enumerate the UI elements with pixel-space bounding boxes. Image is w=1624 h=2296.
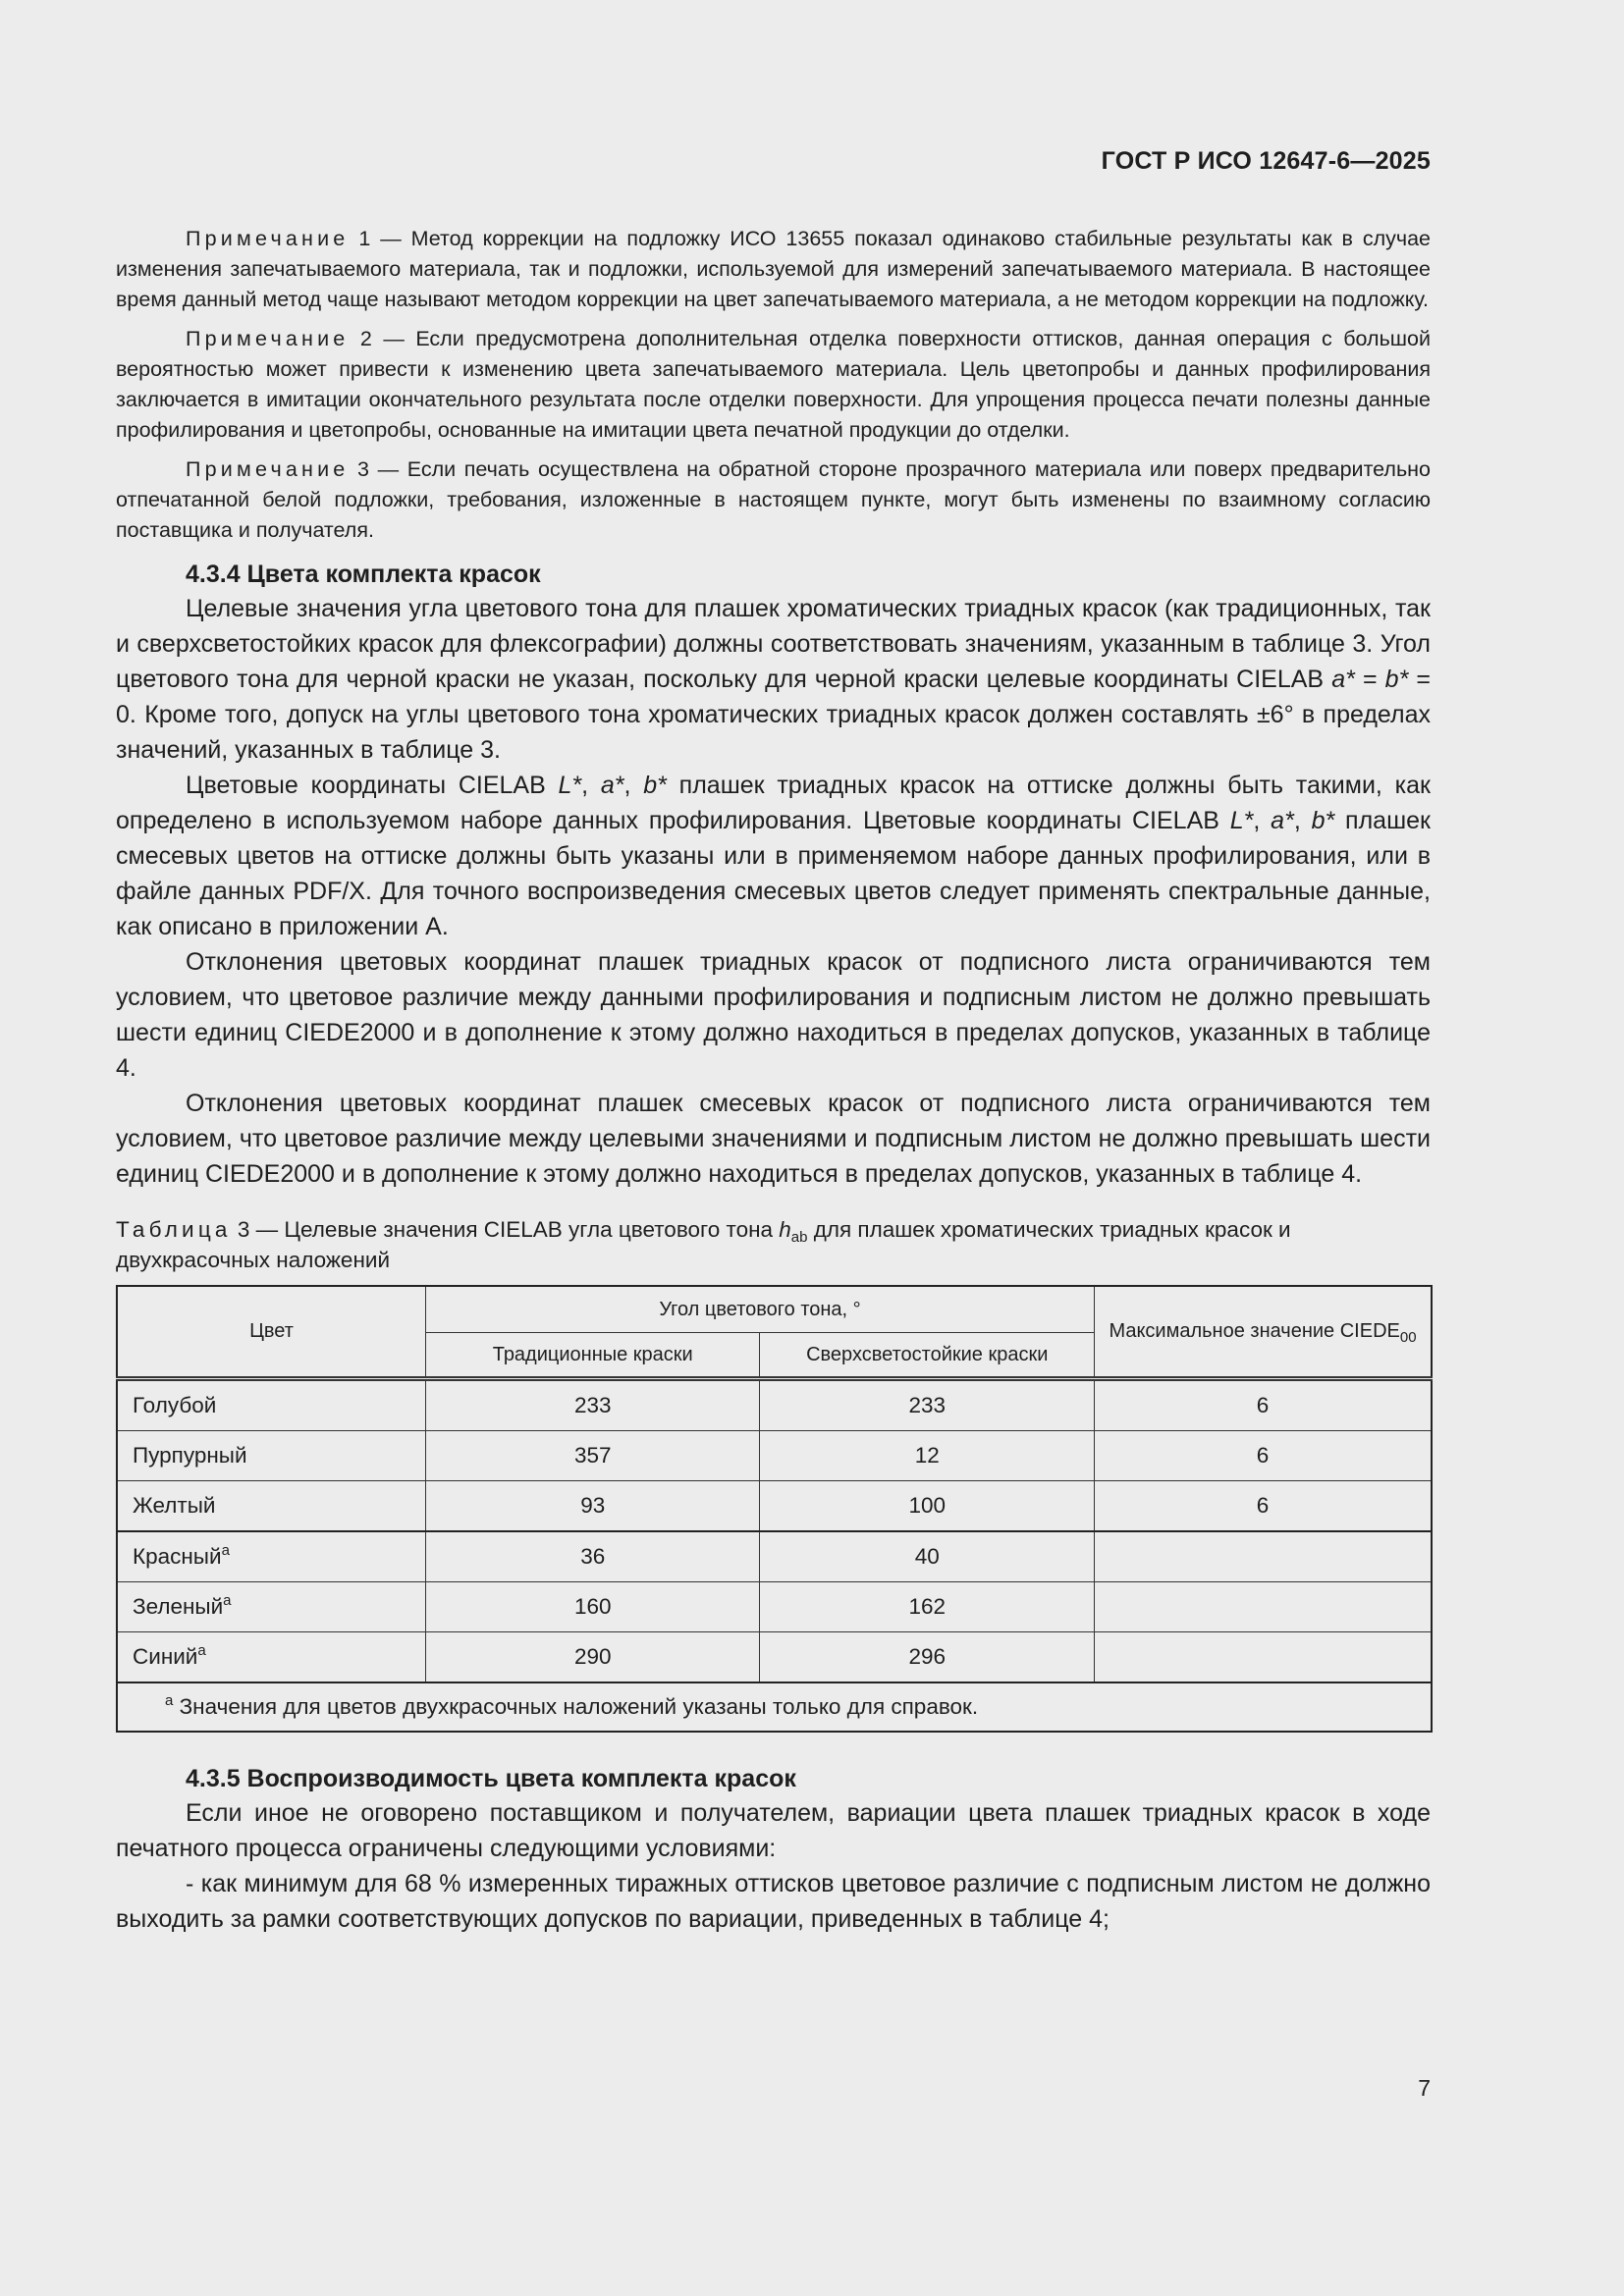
paragraph-process-deviation: Отклонения цветовых координат плашек триадных красок от подписного листа ограничиваются тем условием, что цветовое различие между данными профилирования и подписным листом не должно превышать шести единиц CIEDE2000 и в дополнение к этому должно находиться в пределах допусков, указанных в таблице 4. bbox=[116, 948, 1431, 1082]
note-label: Примечание bbox=[186, 457, 350, 481]
var-b: b* bbox=[643, 772, 667, 799]
footnote-mark: а bbox=[223, 1592, 232, 1609]
footnote-mark: а bbox=[221, 1542, 230, 1559]
page-number: 7 bbox=[1418, 2075, 1431, 2101]
note-text: 3 — Если печать осуществлена на обратной стороне прозрачного материала или поверх предварительно отпечатанной белой подложки, требования, изложенные в настоящем пункте, могут быть изменены по взаимному согласию поставщика и получателя. bbox=[116, 457, 1431, 542]
section-heading-4-3-4: 4.3.4 Цвета комплекта красок bbox=[186, 561, 541, 588]
table-row bbox=[117, 1632, 1432, 1683]
cell-traditional: 357 bbox=[426, 1431, 760, 1481]
cell-super: 40 bbox=[760, 1531, 1095, 1582]
text-run: , bbox=[1293, 807, 1312, 834]
var-a: a* bbox=[1271, 807, 1294, 834]
text-run: Максимальное значение CIEDE bbox=[1109, 1320, 1400, 1342]
cell-traditional: 233 bbox=[426, 1379, 760, 1431]
var-h: h bbox=[779, 1217, 791, 1242]
paragraph-hue-targets bbox=[116, 591, 1431, 768]
note-2 bbox=[116, 324, 1431, 446]
header-color: Цвет bbox=[117, 1286, 426, 1379]
cell-color-name bbox=[117, 1431, 426, 1481]
text-run: = bbox=[1354, 666, 1385, 693]
table-row bbox=[117, 1379, 1432, 1431]
text-run: , bbox=[623, 772, 644, 799]
text-run: плашек триадных красок на оттиске должны быть такими, как определено в используемом наборе данных профилирования. Цветовые координаты CIELAB bbox=[116, 772, 1431, 834]
cell-max bbox=[1095, 1531, 1432, 1582]
paragraph-spot-deviation: Отклонения цветовых координат плашек смесевых красок от подписного листа ограничиваются тем условием, что цветовое различие между целевыми значениями и подписным листом не должно превышать шести единиц CIEDE2000 и в дополнение к этому должно находиться в пределах допусков, указанных в таблице 4. bbox=[116, 1090, 1431, 1188]
cell-super: 12 bbox=[760, 1431, 1095, 1481]
hue-angle-table bbox=[116, 1285, 1433, 1733]
cell-traditional: 290 bbox=[426, 1632, 760, 1683]
cell-max: 6 bbox=[1095, 1481, 1432, 1532]
note-text: 2 — Если предусмотрена дополнительная отделка поверхности оттисков, данная операция с большой вероятностью может привести к изменению цвета запечатываемого материала. Цель цветопробы и данных профилирования заключается в имитации окончательного результата после отделки поверхности. Для упрощения процесса печати полезны данные профилирования и цветопробы, основанные на имитации цвета печатной продукции до отделки. bbox=[116, 327, 1431, 442]
cell-traditional: 160 bbox=[426, 1582, 760, 1632]
cell-traditional: 93 bbox=[426, 1481, 760, 1532]
note-3 bbox=[116, 454, 1431, 546]
text-run: Значения для цветов двухкрасочных наложений указаны только для справок. bbox=[173, 1694, 979, 1719]
header-super-lightfast-inks: Сверхсветостойкие краски bbox=[760, 1333, 1095, 1379]
table-row bbox=[117, 1582, 1432, 1632]
text-run: Пурпурный bbox=[133, 1443, 247, 1468]
text-run: , bbox=[1253, 807, 1272, 834]
text-run: Голубой bbox=[133, 1393, 217, 1417]
note-text: 1 — Метод коррекции на подложку ИСО 13655 показал одинаково стабильные результаты как в случае изменения запечатываемого материала, так и подложки, используемой для измерений запечатываемого материала. В настоящее время данный метод чаще называют методом коррекции на цвет запечатываемого материала, а не методом коррекции на подложку. bbox=[116, 227, 1431, 311]
cell-max: 6 bbox=[1095, 1379, 1432, 1431]
text-run: Синий bbox=[133, 1644, 198, 1669]
cell-super: 296 bbox=[760, 1632, 1095, 1683]
text-run: Желтый bbox=[133, 1493, 216, 1518]
var-L: L* bbox=[558, 772, 582, 799]
text-run: , bbox=[581, 772, 601, 799]
footnote-mark: а bbox=[197, 1642, 206, 1659]
var-a: a* bbox=[600, 772, 624, 799]
table-footnote-row bbox=[117, 1682, 1432, 1732]
header-hue-angle: Угол цветового тона, ° bbox=[426, 1286, 1095, 1333]
list-item: - как минимум для 68 % измеренных тиражных оттисков цветовое различие с подписным листом не должно выходить за рамки соответствующих допусков по вариации, приведенных в таблице 4; bbox=[116, 1870, 1431, 1933]
text-run: плашек смесевых цветов на оттиске должны быть указаны или в применяемом наборе данных профилирования, или в файле данных PDF/X. Для точного воспроизведения смесевых цветов следует применять спектральные данные, как описано в приложении А. bbox=[116, 807, 1431, 940]
cell-color-name bbox=[117, 1531, 426, 1582]
var-a: a* bbox=[1331, 666, 1355, 693]
footnote-mark: а bbox=[165, 1692, 174, 1709]
paragraph-reproducibility: Если иное не оговорено поставщиком и получателем, вариации цвета плашек триадных красок в ходе печатного процесса ограничены следующими условиями: bbox=[116, 1799, 1431, 1862]
cell-color-name bbox=[117, 1582, 426, 1632]
text-run: = 0. Кроме того, допуск на углы цветового тона хроматических триадных красок должен составлять ±6° в пределах значений, указанных в таблице 3. bbox=[116, 666, 1432, 764]
note-label: Примечание bbox=[186, 227, 350, 250]
cell-color-name bbox=[117, 1481, 426, 1532]
cell-max bbox=[1095, 1632, 1432, 1683]
cell-super: 233 bbox=[760, 1379, 1095, 1431]
section-heading-4-3-5: 4.3.5 Воспроизводимость цвета комплекта красок bbox=[186, 1765, 796, 1792]
subscript-ab: ab bbox=[790, 1229, 808, 1246]
table-caption bbox=[116, 1214, 1431, 1275]
header-traditional-inks: Традиционные краски bbox=[426, 1333, 760, 1379]
table-caption-label: Таблица bbox=[116, 1217, 232, 1242]
cell-max bbox=[1095, 1582, 1432, 1632]
note-label: Примечание bbox=[186, 327, 350, 350]
note-1 bbox=[116, 224, 1431, 315]
cell-color-name bbox=[117, 1632, 426, 1683]
cell-traditional: 36 bbox=[426, 1531, 760, 1582]
var-L: L* bbox=[1229, 807, 1254, 834]
table-row bbox=[117, 1531, 1432, 1582]
table-footnote bbox=[117, 1682, 1432, 1732]
document-id-header: ГОСТ Р ИСО 12647-6—2025 bbox=[1101, 147, 1431, 175]
paragraph-cielab-coordinates bbox=[116, 768, 1431, 944]
page-content bbox=[116, 224, 1431, 1937]
header-max-ciede bbox=[1095, 1286, 1432, 1379]
text-run: Цветовые координаты CIELAB bbox=[186, 772, 559, 799]
cell-max: 6 bbox=[1095, 1431, 1432, 1481]
text-run: 3 — Целевые значения CIELAB угла цветового тона bbox=[231, 1217, 780, 1242]
table-row bbox=[117, 1431, 1432, 1481]
cell-color-name bbox=[117, 1379, 426, 1431]
cell-super: 100 bbox=[760, 1481, 1095, 1532]
subscript-00: 00 bbox=[1399, 1329, 1417, 1346]
var-b: b* bbox=[1384, 666, 1409, 693]
var-b: b* bbox=[1311, 807, 1335, 834]
text-run: Целевые значения угла цветового тона для плашек хроматических триадных красок (как традиционных, так и сверхсветостойких красок для флексографии) должны соответствовать значениям, указанным в таблице 3. Угол цветового тона для черной краски не указан, поскольку для черной краски целевые координаты CIELAB bbox=[116, 595, 1431, 693]
text-run: Зеленый bbox=[133, 1594, 224, 1619]
text-run: Красный bbox=[133, 1544, 222, 1569]
text-run: для плашек хроматических триадных красок и двухкрасочных наложений bbox=[116, 1217, 1291, 1272]
cell-super: 162 bbox=[760, 1582, 1095, 1632]
table-row bbox=[117, 1481, 1432, 1532]
